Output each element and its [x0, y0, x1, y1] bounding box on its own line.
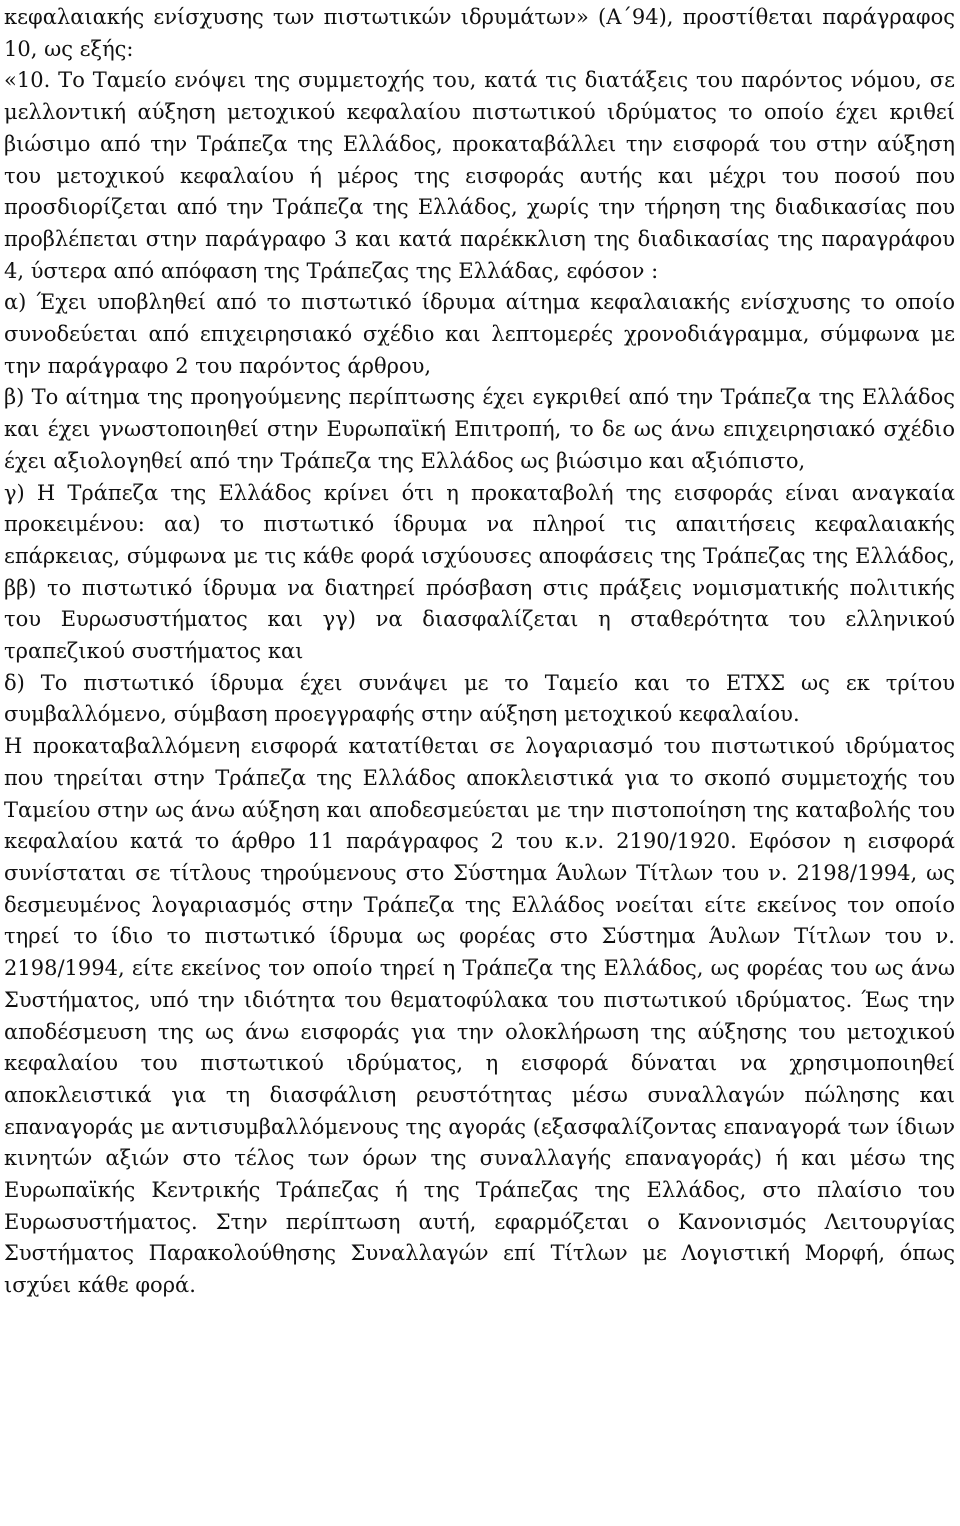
- condition-c: γ) Η Τράπεζα της Ελλάδος κρίνει ότι η προκαταβολή της εισφοράς είναι αναγκαία προκειμένου: αα) το πιστωτικό ίδρυμα να πληροί τις απαιτήσεις κεφαλαιακής επάρκειας, σύμφωνα με τις κάθε φορά ισχύουσες αποφάσεις της Τράπεζας της Ελλάδος, ββ) το πιστωτικό ίδρυμα να διατηρεί πρόσβαση στις πράξεις νομισματικής πολιτικής του Ευρωσυστήματος και γγ) να διασφαλίζεται η σταθερότητα του ελληνικού τραπεζικού συστήματος και: [4, 480, 955, 664]
- paragraph-10-opening: «10. Το Ταμείο ενόψει της συμμετοχής του, κατά τις διατάξεις του παρόντος νόμου, σε μελλοντική αύξηση μετοχικού κεφαλαίου πιστωτικού ιδρύματος το οποίο έχει κριθεί βιώσιμο από την Τράπεζα της Ελλάδος, προκαταβάλλει την εισφορά του στην αύξηση του μετοχικού κεφαλαίου ή μέρος της εισφοράς αυτής και μέχρι του ποσού που προσδιορίζεται από την Τράπεζα της Ελλάδος, χωρίς την τήρηση της διαδικασίας που προβλέπεται στην παράγραφο 3 και κατά παρέκκλιση της διαδικασίας της παραγράφου 4, ύστερα από απόφαση της Τράπεζας της Ελλάδας, εφόσον :: [4, 68, 955, 283]
- document-page: [4, 2, 955, 1302]
- condition-a: α) Έχει υποβληθεί από το πιστωτικό ίδρυμα αίτημα κεφαλαιακής ενίσχυσης το οποίο συνοδεύεται από επιχειρησιακό σχέδιο και λεπτομερές χρονοδιάγραμμα, σύμφωνα με την παράγραφο 2 του παρόντος άρθρου,: [4, 290, 955, 378]
- intro-paragraph: κεφαλαιακής ενίσχυσης των πιστωτικών ιδρυμάτων» (Α΄94), προστίθεται παράγραφος 10, ως εξής:: [4, 5, 955, 61]
- closing-paragraph: Η προκαταβαλλόμενη εισφορά κατατίθεται σε λογαριασμό του πιστωτικού ιδρύματος που τηρείται στην Τράπεζα της Ελλάδος αποκλειστικά για το σκοπό συμμετοχής του Ταμείου στην ως άνω αύξηση και αποδεσμεύεται με την πιστοποίηση της καταβολής του κεφαλαίου κατά το άρθρο 11 παράγραφος 2 του κ.ν. 2190/1920. Εφόσον η εισφορά συνίσταται σε τίτλους τηρούμενους στο Σύστημα Άυλων Τίτλων του ν. 2198/1994, ως δεσμευμένος λογαριασμός στην Τράπεζα της Ελλάδος νοείται είτε εκείνος τον οποίο τηρεί το ίδιο το πιστωτικό ίδρυμα ως φορέας στο Σύστημα Άυλων Τίτλων του ν. 2198/1994, είτε εκείνος τον οποίο τηρεί η Τράπεζα της Ελλάδος, ως φορέας του ως άνω Συστήματος, υπό την ιδιότητα του θεματοφύλακα του πιστωτικού ιδρύματος. Έως την αποδέσμευση της ως άνω εισφοράς για την ολοκλήρωση της αύξησης του μετοχικού κεφαλαίου του πιστωτικού ιδρύματος, η εισφορά δύναται να χρησιμοποιηθεί αποκλειστικά για τη διασφάλιση ρευστότητας μέσω συναλλαγών πώλησης και επαναγοράς με αντισυμβαλλόμενους της αγοράς (εξασφαλίζοντας επαναγορά των ίδιων κινητών αξιών στο τέλος των όρων της συναλλαγής επαναγοράς) ή και μέσω της Ευρωπαϊκής Κεντρικής Τράπεζας ή της Τράπεζας της Ελλάδος, στο πλαίσιο του Ευρωσυστήματος. Στην περίπτωση αυτή, εφαρμόζεται ο Κανονισμός Λειτουργίας Συστήματος Παρακολούθησης Συναλλαγών επί Τίτλων με Λογιστική Μορφή, όπως ισχύει κάθε φορά.: [4, 734, 955, 1298]
- condition-b: β) Το αίτημα της προηγούμενης περίπτωσης έχει εγκριθεί από την Τράπεζα της Ελλάδος και έχει γνωστοποιηθεί στην Ευρωπαϊκή Επιτροπή, το δε ως άνω επιχειρησιακό σχέδιο έχει αξιολογηθεί από την Τράπεζα της Ελλάδος ως βιώσιμο και αξιόπιστο,: [4, 385, 955, 473]
- condition-d: δ) Το πιστωτικό ίδρυμα έχει συνάψει με το Ταμείο και το ΕΤΧΣ ως εκ τρίτου συμβαλλόμενο, σύμβαση προεγγραφής στην αύξηση μετοχικού κεφαλαίου.: [4, 670, 955, 727]
